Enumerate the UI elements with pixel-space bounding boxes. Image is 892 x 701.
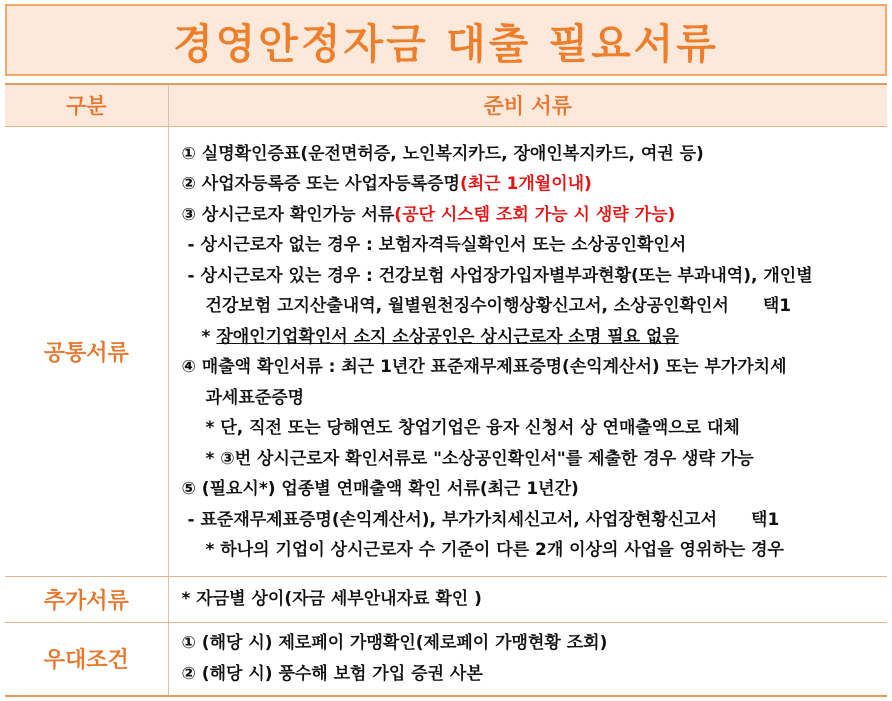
header-category: 구분 bbox=[5, 84, 168, 126]
note-marker: * bbox=[201, 326, 217, 347]
page-title: 경영안정자금 대출 필요서류 bbox=[173, 19, 719, 68]
underlined-note: 장애인기업확인서 소지 소상공인은 상시근로자 소명 필요 없음 bbox=[216, 326, 679, 347]
list-item: * 단, 직전 또는 당해연도 창업기업은 융자 신청서 상 연매출액으로 대체 bbox=[205, 418, 740, 438]
list-item-text: ② 사업자등록증 또는 사업자등록증명 bbox=[181, 174, 460, 194]
row-preferential bbox=[5, 622, 887, 696]
list-item bbox=[182, 169, 882, 200]
table-header-row bbox=[5, 84, 887, 126]
highlight-note: (최근 1개월이내) bbox=[459, 174, 592, 194]
list-item bbox=[182, 505, 882, 536]
list-item-text: 건강보험 고지산출내역, 월별원천징수이행상황신고서, 소상공인확인서 bbox=[205, 296, 729, 316]
list-item: * ③번 상시근로자 확인서류로 "소상공인확인서"를 제출한 경우 생략 가능 bbox=[205, 448, 754, 469]
list-item: ① (해당 시) 제로페이 가맹확인(제로페이 가맹현황 조회) bbox=[181, 633, 608, 654]
list-item-text: - 표준재무제표증명(손익계산서), 부가가치세신고서, 사업장현황신고서 bbox=[187, 509, 718, 530]
list-item: ① 실명확인증표(운전면허증, 노인복지카드, 장애인복지카드, 여권 등) bbox=[181, 143, 704, 164]
common-content bbox=[168, 126, 887, 576]
preferential-label: 우대조건 bbox=[5, 622, 168, 696]
list-item: * 자금별 상이(자금 세부안내자료 확인 ) bbox=[181, 588, 482, 609]
preferential-content bbox=[168, 622, 887, 696]
list-item bbox=[182, 291, 882, 322]
header-documents: 준비 서류 bbox=[168, 84, 887, 126]
choose-one-tag: 택1 bbox=[751, 509, 780, 530]
list-item: 과세표준증명 bbox=[205, 387, 305, 408]
additional-label: 추가서류 bbox=[5, 576, 168, 622]
list-item: ② (해당 시) 풍수해 보험 가입 증권 사본 bbox=[181, 663, 483, 684]
title-banner bbox=[5, 4, 887, 76]
list-item bbox=[182, 322, 882, 353]
row-additional bbox=[5, 576, 887, 622]
row-common bbox=[5, 126, 887, 576]
choose-one-tag: 택1 bbox=[762, 296, 792, 316]
list-item-text: ③ 상시근로자 확인가능 서류 bbox=[181, 204, 395, 225]
list-item: ⑤ (필요시*) 업종별 연매출액 확인 서류(최근 1년간) bbox=[181, 479, 579, 499]
documents-table bbox=[5, 83, 887, 697]
list-item bbox=[182, 200, 882, 231]
list-item: - 상시근로자 없는 경우 : 보험자격득실확인서 또는 소상공인확인서 bbox=[187, 235, 687, 255]
common-label: 공통서류 bbox=[5, 126, 168, 576]
list-item: * 하나의 기업이 상시근로자 수 기준이 다른 2개 이상의 사업을 영위하는 경우 bbox=[205, 540, 784, 560]
highlight-note: (공단 시스템 조회 가능 시 생략 가능) bbox=[394, 204, 676, 225]
list-item: ④ 매출액 확인서류 : 최근 1년간 표준재무제표증명(손익계산서) 또는 부가가치세 bbox=[181, 357, 787, 377]
list-item: - 상시근로자 있는 경우 : 건강보험 사업장가입자별부과현황(또는 부과내역), 개인별 bbox=[187, 265, 813, 286]
additional-content bbox=[168, 576, 887, 622]
